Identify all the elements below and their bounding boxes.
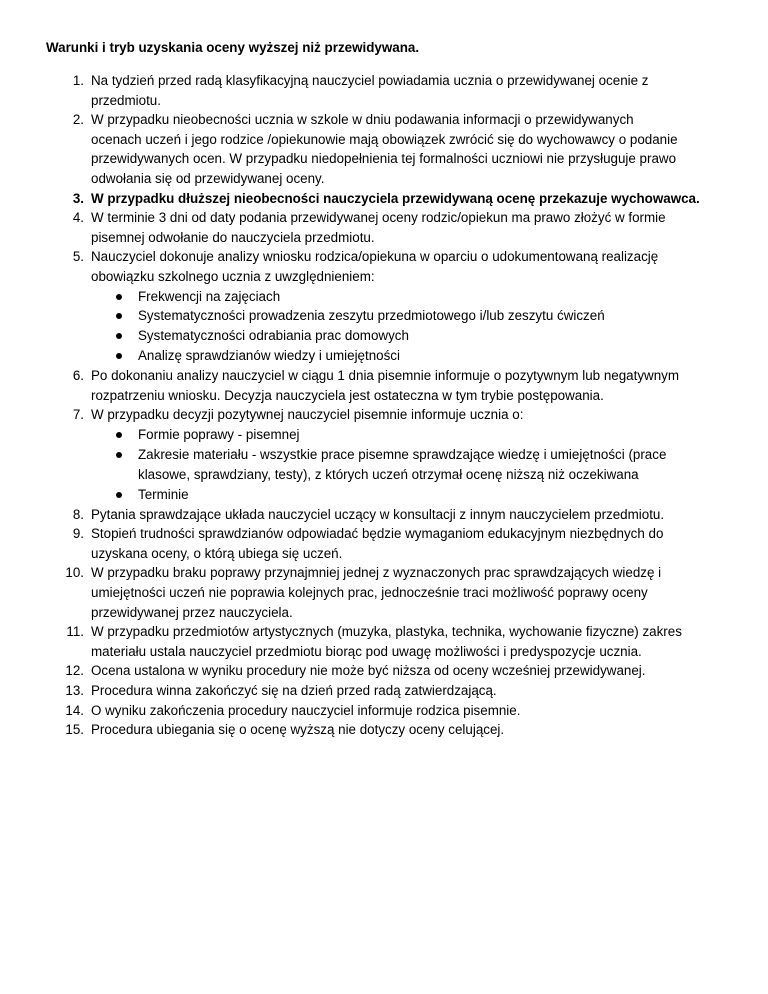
list-item-number: 12. (65, 663, 84, 679)
list-item (0, 661, 768, 681)
list-item (0, 405, 768, 425)
bullet-dot-icon (116, 452, 122, 458)
list-item-text: W przypadku przedmiotów artystycznych (muzyka, plastyka, technika, wychowanie fizyczne) zakres (91, 624, 682, 640)
bullet-item-text: Formie poprawy - pisemnej (138, 426, 300, 442)
bullet-item-text: Terminie (138, 486, 189, 502)
list-item-text: przewidywanych ocen. W przypadku niedopełnienia tej formalności uczniowi nie przysługuje prawo (91, 151, 677, 167)
list-item-text: Procedura winna zakończyć się na dzień przed radą zatwierdzającą. (91, 682, 497, 698)
list-item-text: obowiązku szkolnego ucznia z uwzględnieniem: (91, 268, 375, 284)
list-item (0, 247, 768, 286)
list-item-text: ocenach uczeń i jego rodzice /opiekunowie mają obowiązek zwrócić się do wychowawcy o podanie (91, 131, 678, 147)
list-item-text: O wyniku zakończenia procedury nauczyciel informuje rodzica pisemnie. (91, 702, 521, 718)
list-item-text: W terminie 3 dni od daty podania przewidywanej oceny rodzic/opiekun ma prawo złożyć w formie (91, 210, 666, 226)
list-item-number: 3. (72, 190, 84, 206)
list-item-number: 9. (72, 526, 84, 542)
bullet-item (0, 445, 768, 485)
bullet-item-text: Systematyczności prowadzenia zeszytu przedmiotowego i/lub zeszytu ćwiczeń (138, 308, 605, 324)
list-item-text: przedmiotu. (91, 92, 161, 108)
list-item (0, 622, 768, 661)
list-item-text: Pytania sprawdzające układa nauczyciel uczący w konsultacji z innym nauczycielem przedmiotu. (91, 506, 665, 522)
bullet-item-text: klasowe, sprawdziany, testy), z których uczeń otrzymał ocenę niższą niż oczekiwana (138, 466, 639, 482)
list-item-number: 4. (72, 210, 84, 226)
bullet-dot-icon (116, 294, 122, 300)
list-item-text: Nauczyciel dokonuje analizy wniosku rodzica/opiekuna w oparciu o udokumentowaną realizację (91, 249, 659, 265)
bullet-item-text: Zakresie materiału - wszystkie prace pisemne sprawdzające wiedzę i umiejętności (prace (138, 446, 667, 462)
list-item-text: odwołania się od przewidywanej oceny. (91, 170, 325, 186)
list-item-text: umiejętności uczeń nie poprawia kolejnych prac, jednocześnie traci możliwość poprawy oceny (91, 584, 648, 600)
numbered-list (0, 71, 768, 740)
list-item-number: 10. (65, 565, 84, 581)
list-item-text: rozpatrzeniu wniosku. Decyzja nauczyciela jest ostateczna w tym trybie postępowania. (91, 387, 604, 403)
list-item-number: 7. (72, 407, 84, 423)
list-item-number: 6. (72, 368, 84, 384)
bullet-item-text: Analizę sprawdzianów wiedzy i umiejętności (138, 348, 400, 364)
list-item-number: 8. (72, 506, 84, 522)
list-item (0, 208, 768, 247)
list-item-number: 15. (65, 722, 84, 738)
bullet-item (0, 287, 768, 307)
list-item (0, 524, 768, 563)
list-item (0, 189, 768, 209)
bullet-item (0, 346, 768, 366)
list-item-number: 1. (72, 73, 84, 88)
list-item (0, 701, 768, 721)
list-item-text: Po dokonaniu analizy nauczyciel w ciągu 1 dnia pisemnie informuje o pozytywnym lub negatywnym (91, 368, 680, 384)
bullet-item-text: Systematyczności odrabiania prac domowych (138, 328, 409, 344)
list-item-text: Stopień trudności sprawdzianów odpowiadać będzie wymaganiom edukacyjnym niezbędnych do (91, 526, 664, 542)
list-item-text: W przypadku nieobecności ucznia w szkole w dniu podawania informacji o przewidywanych (91, 112, 634, 128)
list-item (0, 563, 768, 622)
list-item-number: 11. (66, 624, 84, 640)
list-item-text: pisemnej odwołanie do nauczyciela przedmiotu. (91, 229, 375, 245)
list-item (0, 110, 768, 188)
list-item-number: 14. (65, 702, 84, 718)
list-item (0, 366, 768, 405)
list-item-number: 5. (72, 249, 84, 265)
list-item-text: uzyskana oceny, o którą ubiega się uczeń. (91, 545, 343, 561)
bullet-dot-icon (116, 313, 122, 319)
list-item-number: 2. (72, 112, 84, 128)
list-item-text: przewidywanej przez nauczyciela. (91, 604, 293, 620)
list-item-number: 13. (65, 682, 84, 698)
list-item (0, 681, 768, 701)
bullet-dot-icon (116, 333, 122, 339)
bullet-item (0, 306, 768, 326)
bullet-dot-icon (116, 353, 122, 359)
list-item-text: materiału ustala nauczyciel przedmiotu biorąc pod uwagę możliwości i predyspozycje ucznia. (91, 643, 642, 659)
list-item-text: Na tydzień przed radą klasyfikacyjną nauczyciel powiadamia ucznia o przewidywanej ocenie z (91, 73, 649, 88)
bullet-item (0, 425, 768, 445)
list-item-text: Procedura ubiegania się o ocenę wyższą nie dotyczy oceny celującej. (91, 722, 505, 738)
bullet-item (0, 326, 768, 346)
list-item (0, 71, 768, 110)
list-item-text: W przypadku braku poprawy przynajmniej jednej z wyznaczonych prac sprawdzających wiedzę i (91, 565, 662, 581)
bullet-item (0, 485, 768, 505)
list-item-text: W przypadku decyzji pozytywnej nauczyciel pisemnie informuje ucznia o: (91, 407, 524, 423)
bullet-item-text: Frekwencji na zajęciach (138, 288, 281, 304)
bullet-dot-icon (116, 492, 122, 498)
document-title: Warunki i tryb uzyskania oceny wyższej niż przewidywana. (46, 40, 420, 55)
list-item-text: W przypadku dłuższej nieobecności nauczyciela przewidywaną ocenę przekazuje wychowawca. (91, 190, 700, 206)
list-item (0, 505, 768, 525)
bullet-dot-icon (116, 432, 122, 438)
list-item (0, 720, 768, 740)
list-item-text: Ocena ustalona w wyniku procedury nie może być niższa od oceny wcześniej przewidywanej. (91, 663, 646, 679)
